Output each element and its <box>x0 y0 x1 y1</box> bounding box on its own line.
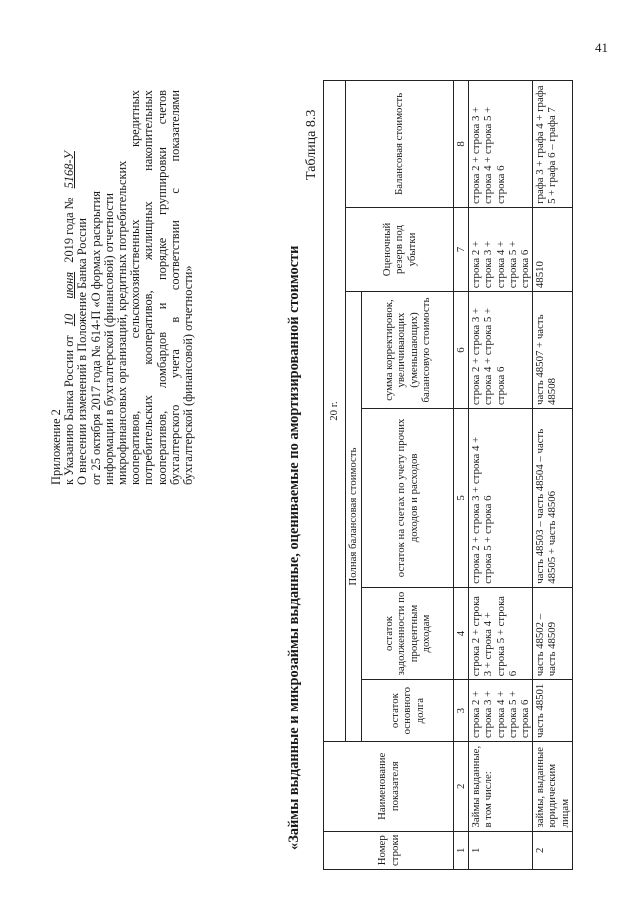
table-number: Таблица 8.3 <box>304 109 319 180</box>
header-other: остаток на счетах по учету прочих доходов и расходов <box>362 408 454 587</box>
cell-interest: часть 48502 – часть 48509 <box>533 587 573 679</box>
appendix-line: бухгалтерской (финансовой) отчетности» <box>181 265 196 485</box>
appendix-line: микрофинансовых организаций, кредитных потребительских <box>115 160 130 485</box>
col-number: 4 <box>454 587 469 679</box>
cell-reserve: строка 2 + строка 3 + строка 4 + строка 5 + строка 6 <box>469 207 533 291</box>
col-number: 8 <box>454 81 469 208</box>
appendix-line: кооперативов, сельскохозяйственных кредитных <box>128 90 143 485</box>
col-number: 3 <box>454 680 469 742</box>
table-row <box>469 81 533 870</box>
cell-balance-value: графа 3 + графа 4 + графа 5 + графа 6 – графа 7 <box>533 81 573 208</box>
cell-other: строка 2 + строка 3 + строка 4 + строка 5 + строка 6 <box>469 408 533 587</box>
row-number: 1 <box>469 831 533 869</box>
header-year <box>324 81 346 742</box>
decree-month: июня <box>62 271 77 299</box>
header-principal: остаток основного долга <box>362 680 454 742</box>
data-table <box>323 80 573 870</box>
cell-principal: строка 2 + строка 3 + строка 4 + строка 5 + строка 6 <box>469 680 533 742</box>
year-suffix: г. <box>328 401 341 408</box>
appendix-line: потребительских кооперативов, жилищных накопительных <box>141 90 156 485</box>
cell-balance-value: строка 2 + строка 3 + строка 4 + строка 5 + строка 6 <box>469 81 533 208</box>
col-number: 5 <box>454 408 469 587</box>
page-number: 41 <box>595 40 608 55</box>
appendix-header <box>50 90 195 485</box>
document-title: «Займы выданные и микрозаймы выданные, оцениваемые по амортизированной стоимости <box>286 245 302 850</box>
appendix-line: информации в бухгалтерской (финансовой) отчетности <box>101 192 116 485</box>
decree-prefix: к Указанию Банка России от <box>62 335 77 485</box>
header-adjustments: сумма корректировок, увеличивающих (уменьшающих) балансовую стоимость <box>362 292 454 409</box>
row-name: Займы выданные, в том числе: <box>469 742 533 832</box>
decree-number: 5168-У <box>62 151 77 189</box>
header-interest: остаток задолженности по процентным доходам <box>362 587 454 679</box>
table-row <box>533 81 573 870</box>
decree-year: 2019 года № <box>62 197 77 263</box>
appendix-line: кооперативов, ломбардов и порядке группировки счетов <box>154 90 169 485</box>
col-number: 1 <box>454 831 469 869</box>
col-number: 2 <box>454 742 469 832</box>
header-row-number: Номер строки <box>324 831 454 869</box>
cell-principal: часть 48501 <box>533 680 573 742</box>
col-number: 7 <box>454 207 469 291</box>
appendix-line: О внесении изменений в Положение Банка России <box>75 217 90 485</box>
cell-adjustments: часть 48507 + часть 48508 <box>533 292 573 409</box>
decree-day: 10 <box>62 313 77 327</box>
appendix-line: Приложение 2 <box>49 409 63 485</box>
header-balance-value: Балансовая стоимость <box>346 81 454 208</box>
header-indicator: Наименование показателя <box>324 742 454 832</box>
row-number: 2 <box>533 831 573 869</box>
appendix-line: от 25 октября 2017 года № 614-П «О формах раскрытия <box>88 191 103 485</box>
cell-interest: строка 2 + строка 3 + строка 4 + строка 5 + строка 6 <box>469 587 533 679</box>
cell-adjustments: строка 2 + строка 3 + строка 4 + строка 5 + строка 6 <box>469 292 533 409</box>
appendix-line: бухгалтерского учета в соответствии с показателями <box>167 90 182 485</box>
col-number: 6 <box>454 292 469 409</box>
row-name: займы, выданные юридическим лицам <box>533 742 573 832</box>
cell-reserve: 48510 <box>533 207 573 291</box>
header-reserve: Оценочный резерв под убытки <box>346 207 454 291</box>
cell-other: часть 48503 – часть 48504 – часть 48505 + часть 48506 <box>533 408 573 587</box>
rotated-page-content <box>50 80 570 870</box>
header-full-balance: Полная балансовая стоимость <box>346 292 362 742</box>
year-prefix: 20 <box>328 409 341 421</box>
